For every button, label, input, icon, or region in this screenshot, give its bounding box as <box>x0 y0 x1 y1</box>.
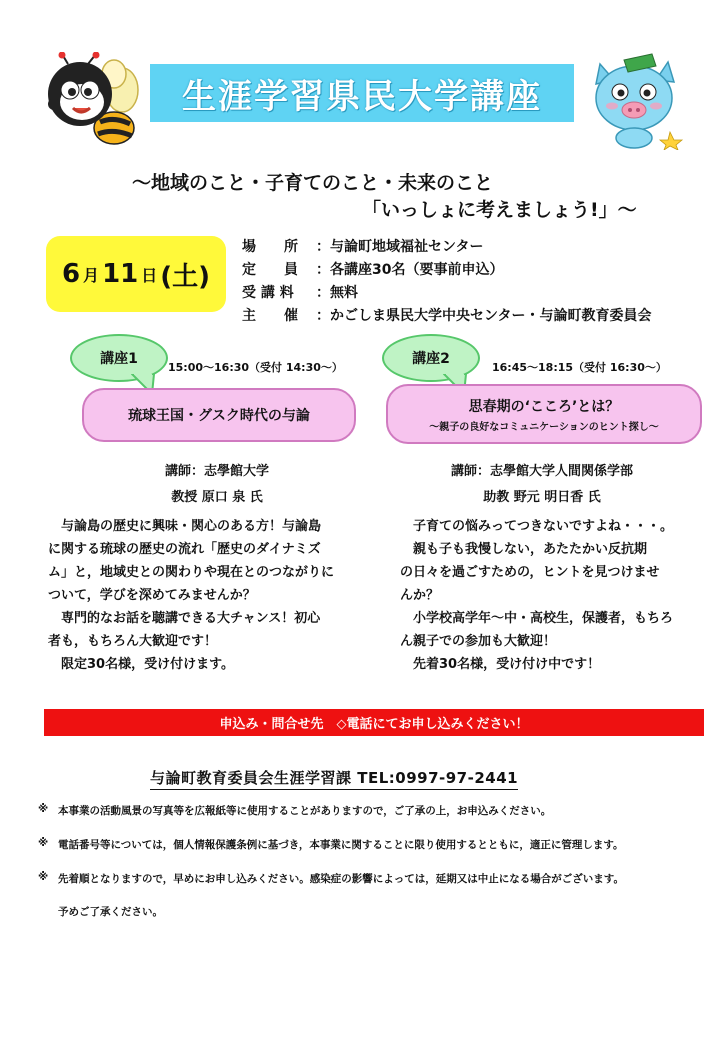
date-day-char: 日 <box>141 265 158 285</box>
note-item <box>38 871 624 886</box>
lecture2-tag-label: 講座2 <box>412 351 450 367</box>
info-value: かごしま県民大学中央センター・与論町教育委員会 <box>330 308 652 324</box>
date-day: 11 <box>102 259 139 289</box>
info-label: 受 講 料 <box>242 285 294 301</box>
info-label: 定 員 <box>242 262 298 278</box>
lecture2-lecturer-name: 助教 野元 明日香 氏 <box>483 490 601 505</box>
lecture1-lecturer <box>82 459 352 511</box>
pig-mascot-icon <box>586 50 686 150</box>
lecture2-desc-line: 親も子も我慢しない，あたたかい反抗期 <box>400 542 648 557</box>
lecture1-desc-line: 与論島の歴史に興味・関心のある方！与論島 <box>48 519 322 534</box>
info-label: 場 所 <box>242 239 298 255</box>
info-value: 無料 <box>330 285 358 301</box>
page-title-banner <box>150 64 574 122</box>
lecture2-title: 思春期の‘こころ’とは？ <box>468 398 620 415</box>
note-item <box>38 837 624 852</box>
lecture1-time: 15:00～16:30（受付 14:30～） <box>168 361 343 374</box>
note-mark: ※ <box>38 871 49 883</box>
note-mark: ※ <box>38 837 49 849</box>
date-weekday: (土) <box>160 261 211 292</box>
contact-banner <box>44 709 704 736</box>
lecture2-lecturer-affiliation: 講師：志學館大学人間関係学部 <box>450 464 633 479</box>
subtitle-line2: 「いっしょに考えましょう!」～ <box>362 199 637 221</box>
lecture2-lecturer <box>386 459 698 511</box>
lecture1-tag-label: 講座1 <box>100 351 138 367</box>
lecture2-subtitle: ～親子の良好なコミュニケーションのヒント探し～ <box>429 421 659 433</box>
lecture1-title-box <box>82 388 356 442</box>
lecture2-desc-line: 先着30名様，受け付け中です！ <box>400 657 601 672</box>
info-value: 与論町地域福祉センター <box>330 239 484 255</box>
info-row-capacity: 定 員 ： 各講座30名（要事前申込） <box>242 259 503 279</box>
page-title: 生涯学習県民大学講座 <box>182 76 542 117</box>
note-text: 本事業の活動風景の写真等を広報紙等に使用することがありますので，ご了承の上，お申込みください。 <box>58 805 552 817</box>
lecture2-desc-line: 小学校高学年～中・高校生，保護者，もちろ <box>400 611 674 626</box>
info-row-venue: 場 所 ： 与論町地域福祉センター <box>242 236 483 256</box>
lecture1-lecturer-name: 教授 原口 泉 氏 <box>171 490 263 505</box>
lecture2-desc-line: ん親子での参加も大歓迎！ <box>400 634 557 649</box>
date-month-char: 月 <box>83 265 100 285</box>
lecture1-title: 琉球王国・グスク時代の与論 <box>128 408 310 424</box>
note-item <box>38 803 551 818</box>
info-row-organizer: 主 催 ： かごしま県民大学中央センター・与論町教育委員会 <box>242 305 651 325</box>
info-value: 各講座30名（要事前申込） <box>330 262 504 278</box>
lecture2-description <box>400 515 710 676</box>
lecture1-desc-line: ム」と，地域史との関わりや現在とのつながりに <box>48 565 335 580</box>
event-date <box>46 236 226 312</box>
bee-mascot-icon <box>40 52 140 150</box>
note-mark: ※ <box>38 803 49 815</box>
note-continuation: 予めご了承ください。 <box>58 906 163 918</box>
lecture1-desc-line: 専門的なお話を聴講できる大チャンス！初心 <box>48 611 321 626</box>
lecture1-desc-line: 者も，もちろん大歓迎です！ <box>48 634 218 649</box>
note-text: 先着順となりますので，早めにお申し込みください。感染症の影響によっては，延期又は中止になる場合がございます。 <box>58 873 624 885</box>
lecture1-lecturer-affiliation: 講師：志學館大学 <box>164 464 269 479</box>
lecture2-desc-line: んか？ <box>400 588 440 603</box>
note-text: 電話番号等については，個人情報保護条例に基づき，本事業に関することに限り使用するとともに，適正に管理します。 <box>58 839 624 851</box>
subtitle-line1: ～地域のこと・子育てのこと・未来のこと <box>132 172 494 194</box>
lecture2-title-box <box>386 384 702 444</box>
lecture1-desc-line: ついて，学びを深めてみませんか？ <box>48 588 256 603</box>
lecture2-desc-line: 子育ての悩みってつきないですよね・・・。 <box>400 519 674 534</box>
date-month: 6 <box>61 259 81 289</box>
lecture1-desc-line: 限定30名様，受け付けます。 <box>48 657 235 672</box>
lecture1-description <box>48 515 388 676</box>
lecture2-desc-line: の日々を過ごすための，ヒントを見つけませ <box>400 565 660 580</box>
lecture2-time: 16:45～18:15（受付 16:30～） <box>492 361 667 374</box>
lecture1-desc-line: に関する琉球の歴史の流れ「歴史のダイナミズ <box>48 542 321 557</box>
contact-banner-text: 申込み・問合せ先 ◇電話にてお申し込みください！ <box>219 717 529 732</box>
contact-phone-line: 与論町教育委員会生涯学習課 TEL:0997-97-2441 <box>150 767 518 790</box>
info-row-fee: 受 講 料 ： 無料 <box>242 282 358 302</box>
info-label: 主 催 <box>242 308 298 324</box>
